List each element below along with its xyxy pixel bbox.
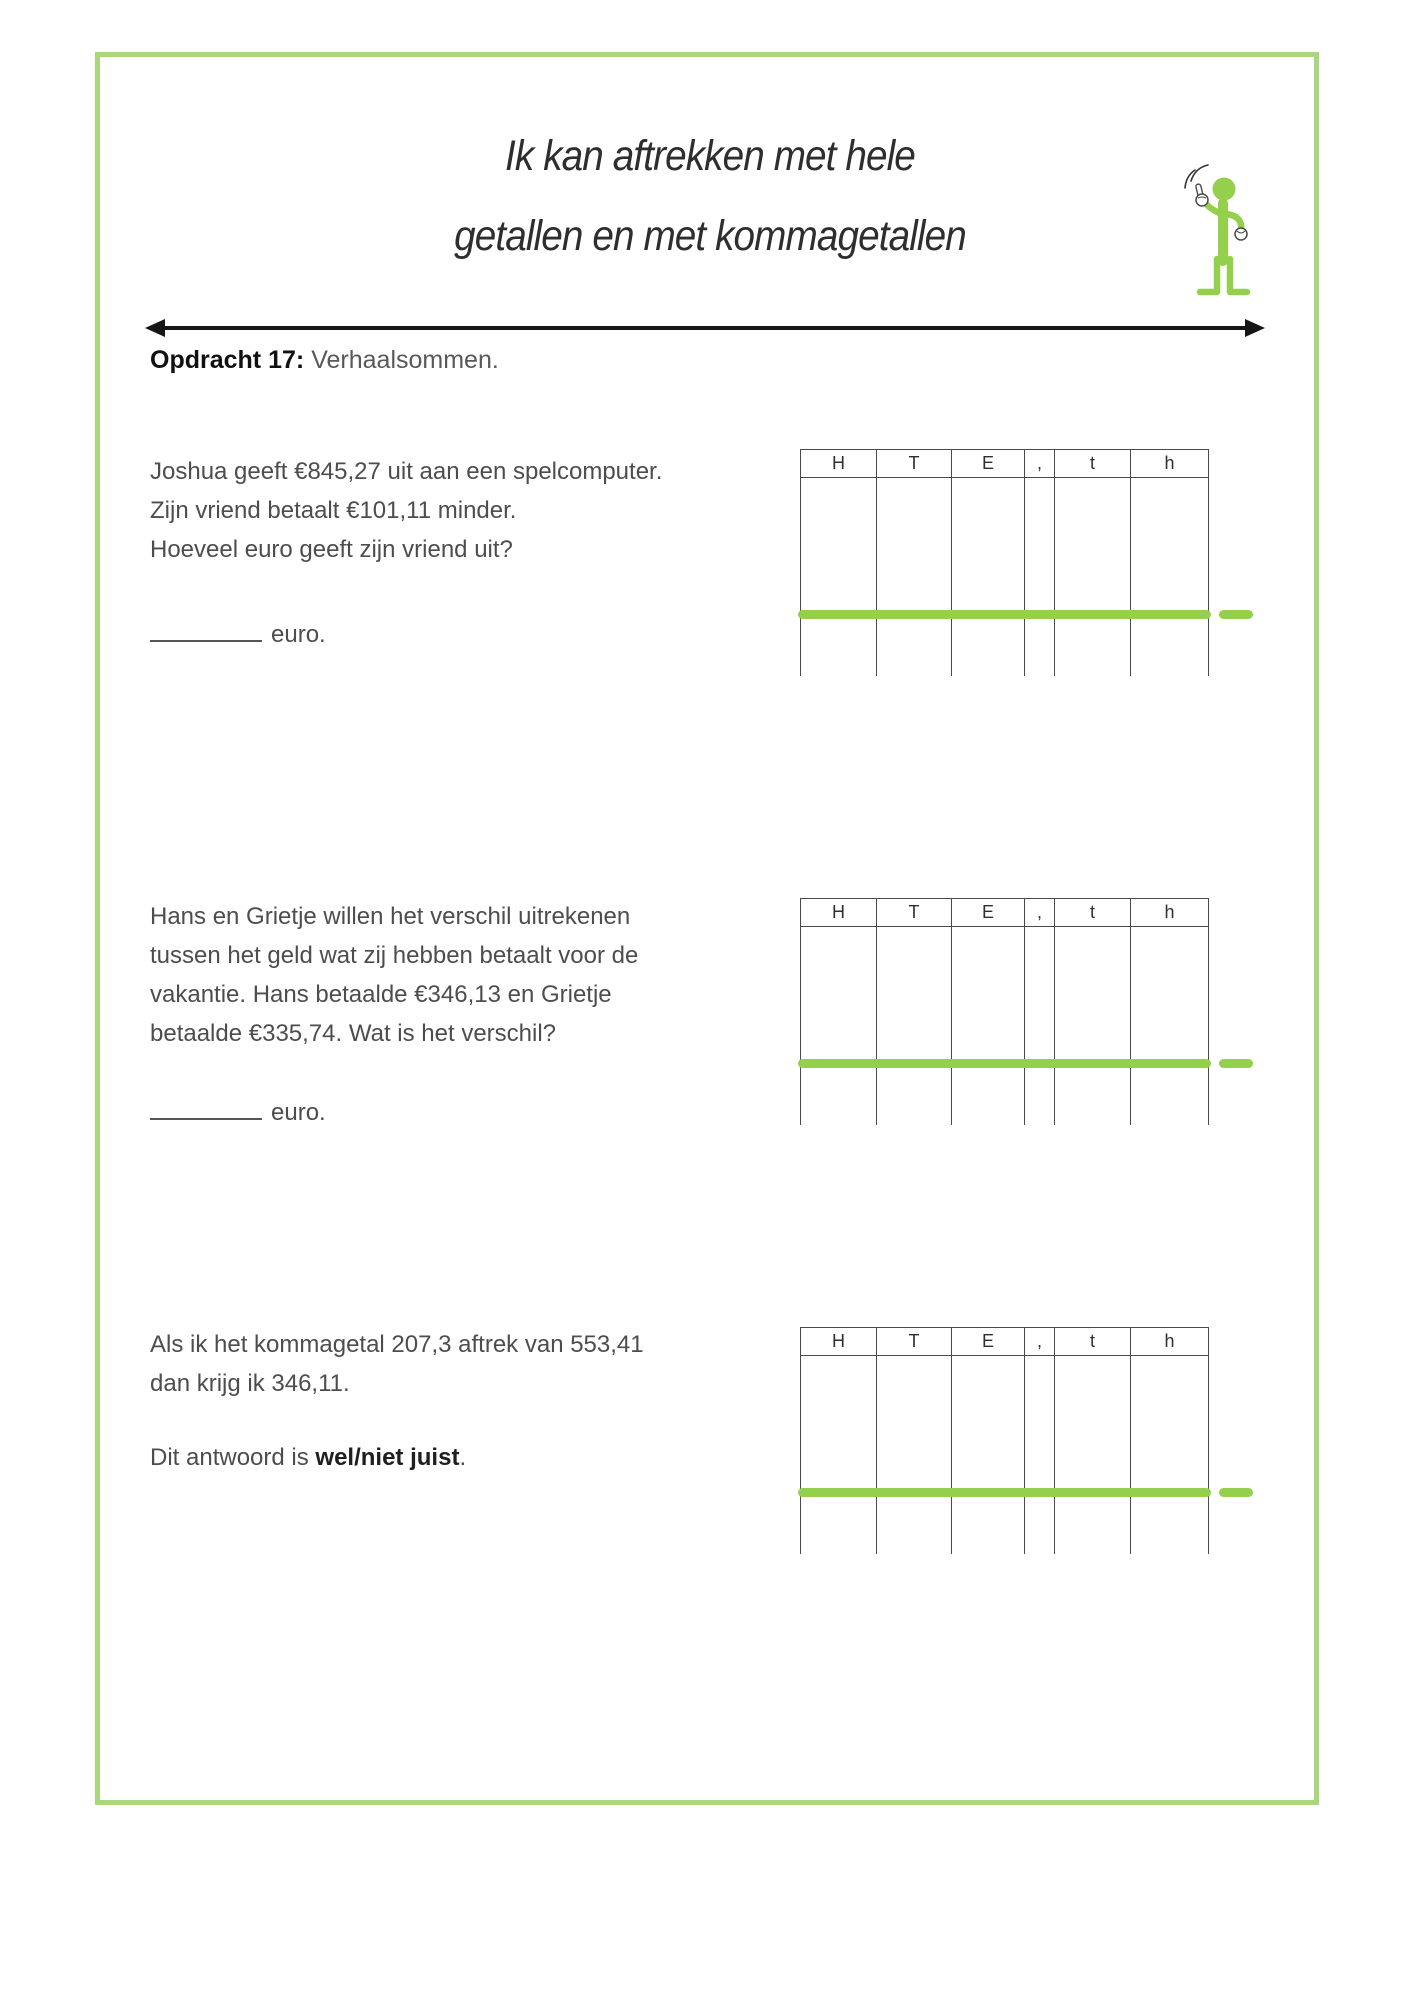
- problem-text-line: Als ik het kommagetal 207,3 aftrek van 553,41: [150, 1331, 644, 1358]
- minus-sign: [1219, 1488, 1253, 1497]
- table-result-area: [800, 611, 1209, 676]
- table-work-area: [800, 927, 1209, 1060]
- table-header-cell: H: [801, 899, 877, 926]
- table-result-area: [800, 1489, 1209, 1554]
- place-value-table-2: [800, 898, 1209, 1125]
- table-header-row: [800, 1327, 1209, 1356]
- place-value-table-3: [800, 1327, 1209, 1554]
- assignment-heading: [150, 346, 499, 375]
- problem-3-statement: [150, 1444, 466, 1472]
- sum-underline: [798, 610, 1211, 619]
- table-header-cell: ,: [1025, 1328, 1055, 1355]
- problem-1-answer-line: [150, 618, 326, 649]
- table-header-cell: h: [1164, 902, 1175, 922]
- table-header-cell: t: [1055, 450, 1131, 477]
- worksheet-title: [206, 116, 1214, 276]
- problem-1-text: [150, 452, 662, 569]
- table-header-cell: t: [1055, 1328, 1131, 1355]
- sum-underline: [798, 1488, 1211, 1497]
- title-line-1: Ik kan aftrekken met hele: [505, 132, 915, 180]
- answer-blank: [150, 618, 262, 642]
- sum-underline: [798, 1059, 1211, 1068]
- problem-text-line: dan krijg ik 346,11.: [150, 1370, 350, 1397]
- problem-text-line: Zijn vriend betaalt €101,11 minder.: [150, 497, 517, 524]
- title-line-2: getallen en met kommagetallen: [454, 212, 966, 260]
- statement-prefix: Dit antwoord is: [150, 1444, 316, 1471]
- table-work-area: [800, 1356, 1209, 1489]
- table-header-cell: E: [952, 899, 1025, 926]
- table-header-cell: ,: [1025, 899, 1055, 926]
- minus-sign: [1219, 610, 1253, 619]
- problem-text-line: betaalde €335,74. Wat is het verschil?: [150, 1020, 557, 1047]
- table-header-cell: E: [952, 450, 1025, 477]
- snapping-figure-icon: [1183, 161, 1293, 306]
- table-header-cell: E: [952, 1328, 1025, 1355]
- table-header-cell: h: [1164, 453, 1175, 473]
- assignment-name: Verhaalsommen.: [311, 346, 499, 374]
- table-work-area: [800, 478, 1209, 611]
- problem-2-text: [150, 897, 638, 1053]
- problem-text-line: Joshua geeft €845,27 uit aan een spelcomputer.: [150, 458, 663, 485]
- table-header-cell: H: [801, 1328, 877, 1355]
- place-value-table-1: [800, 449, 1209, 676]
- minus-sign: [1219, 1059, 1253, 1068]
- table-header-row: [800, 898, 1209, 927]
- table-header-cell: ,: [1025, 450, 1055, 477]
- problem-text-line: vakantie. Hans betaalde €346,13 en Grietje: [150, 981, 612, 1008]
- problem-text-line: Hans en Grietje willen het verschil uitrekenen: [150, 903, 631, 930]
- answer-unit-label: euro.: [271, 621, 326, 648]
- problem-text-line: Hoeveel euro geeft zijn vriend uit?: [150, 536, 513, 563]
- assignment-number: Opdracht 17:: [150, 346, 305, 374]
- table-header-cell: T: [877, 1328, 952, 1355]
- table-result-area: [800, 1060, 1209, 1125]
- problem-2-answer-line: [150, 1096, 326, 1127]
- statement-choice: wel/niet juist: [315, 1444, 460, 1471]
- statement-suffix: .: [459, 1444, 467, 1471]
- answer-blank: [150, 1096, 262, 1120]
- answer-unit-label: euro.: [271, 1099, 326, 1126]
- table-header-cell: T: [877, 899, 952, 926]
- table-header-cell: H: [801, 450, 877, 477]
- table-header-cell: T: [877, 450, 952, 477]
- problem-text-line: tussen het geld wat zij hebben betaalt voor de: [150, 942, 639, 969]
- table-header-cell: h: [1164, 1331, 1175, 1351]
- table-header-row: [800, 449, 1209, 478]
- divider-arrow: [145, 316, 1265, 340]
- problem-3-text: [150, 1325, 644, 1403]
- table-header-cell: t: [1055, 899, 1131, 926]
